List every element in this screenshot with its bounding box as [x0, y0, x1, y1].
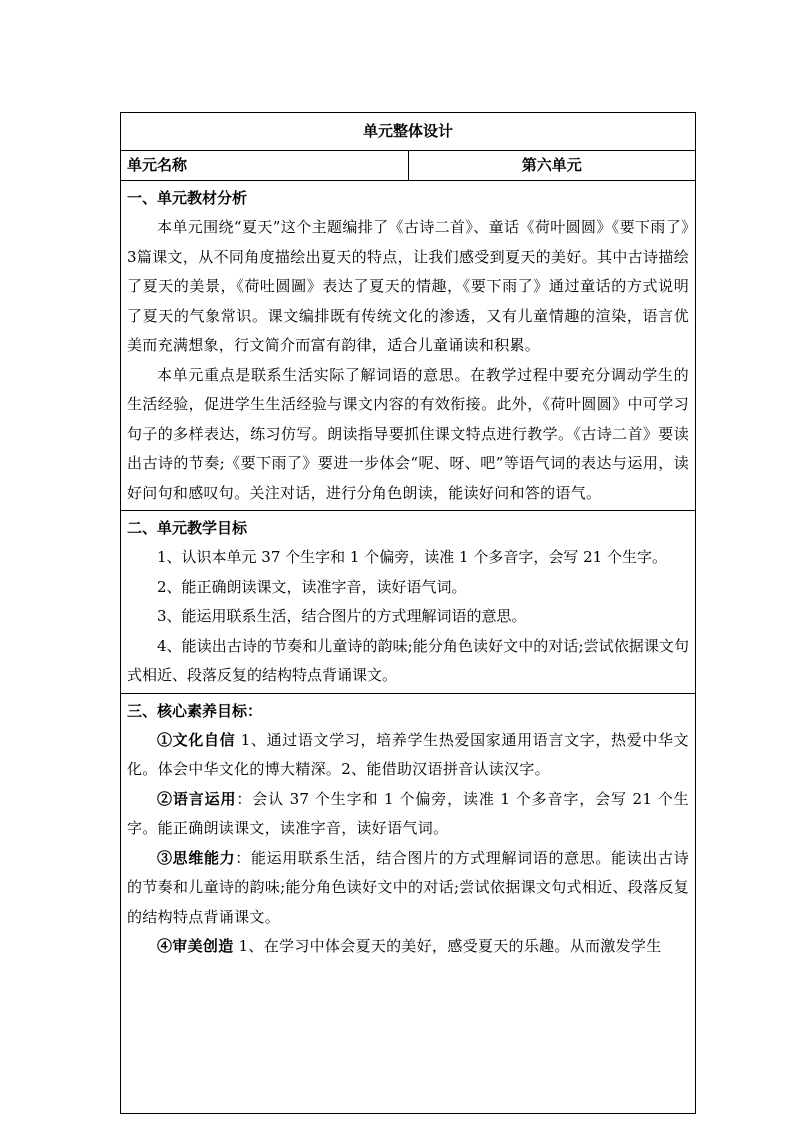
core-item-text: ：能运用联系生活，结合图片的方式理解词语的意思。能读出古诗的节奏和儿童诗的韵味;能分角色读好文中的对话;尝试依据课文句式相近、段落反复的结构特点背诵课文。 [127, 848, 689, 926]
unit-name-label: 单元名称 [121, 151, 409, 181]
unit-name-row [121, 151, 696, 181]
core-item-title: ①文化自信 [157, 730, 236, 749]
section-analysis-cell [121, 181, 696, 511]
section-goals-row [121, 511, 696, 694]
core-item [127, 844, 689, 933]
core-item [127, 932, 689, 962]
section-core-cell [121, 693, 696, 1113]
unit-name-value: 第六单元 [408, 151, 696, 181]
goal-item: 4、能读出古诗的节奏和儿童诗的韵味;能分角色读好文中的对话;尝试依据课文句式相近、段落反复的结构特点背诵课文。 [127, 636, 689, 684]
core-item-text: 1、通过语文学习，培养学生热爱国家通用语言文字，热爱中华文化。体会中华文化的博大精深。2、能借助汉语拼音认读汉字。 [127, 730, 689, 778]
goal-item: 1、认识本单元 37 个生字和 1 个偏旁，读准 1 个多音字，会写 21 个生字。 [157, 548, 667, 566]
goal-item: 2、能正确朗读课文，读准字音，读好语气词。 [157, 577, 467, 596]
core-item-title: ④审美创造 [157, 937, 234, 955]
core-item [127, 785, 689, 844]
table-title: 单元整体设计 [121, 113, 696, 151]
section-analysis-heading: 一、单元教材分析 [127, 189, 248, 207]
section-core-row [121, 693, 696, 1113]
goal-item: 3、能运用联系生活，结合图片的方式理解词语的意思。 [157, 607, 527, 625]
core-item [127, 726, 689, 785]
core-item-title: ②语言运用 [157, 789, 237, 808]
core-item-text: ：会认 37 个生字和 1 个偏旁，读准 1 个多音字，会写 21 个生字。能正确朗读课文，读准字音，读好语气词。 [127, 789, 689, 837]
section-analysis-row [121, 181, 696, 511]
title-row [121, 113, 696, 151]
core-item-title: ③思维能力 [157, 848, 236, 867]
analysis-paragraph: 本单元围绕“夏天”这个主题编排了《古诗二首》、童话《荷叶圆圆》《要下雨了》3篇课文，从不同角度描绘出夏天的特点，让我们感受到夏天的美好。其中古诗描绘了夏天的美景，《荷吐圆圖》表达了夏天的情趣，《要下雨了》通过童话的方式说明了夏天的气象常识。课文编排既有传统文化的渗透，又有儿童情趣的渲染，语言优美而充满想象，行文简介而富有韵律，适合儿童诵读和积累。 [127, 218, 689, 354]
section-goals-cell [121, 511, 696, 694]
section-goals-heading: 二、单元教学目标 [127, 519, 248, 537]
unit-design-table [120, 112, 696, 1114]
core-item-text: 1、在学习中体会夏天的美好，感受夏天的乐趣。从而激发学生 [233, 937, 662, 955]
section-core-heading: 三、核心素养目标： [127, 701, 263, 720]
analysis-paragraph: 本单元重点是联系生活实际了解词语的意思。在教学过程中要充分调动学生的生活经验，促进学生生活经验与课文内容的有效衔接。此外，《荷叶圆圆》中可学习句子的多样表达，练习仿写。朗读指导要抓住课文特点进行教学。《古诗二首》要读出古诗的节奏;《要下雨了》要进一步体会“呢、呀、吧”等语气词的表达与运用，读好问句和感叹句。关注对话，进行分角色朗读，能读好问和答的语气。 [127, 365, 689, 502]
section-core-content [127, 697, 689, 1111]
